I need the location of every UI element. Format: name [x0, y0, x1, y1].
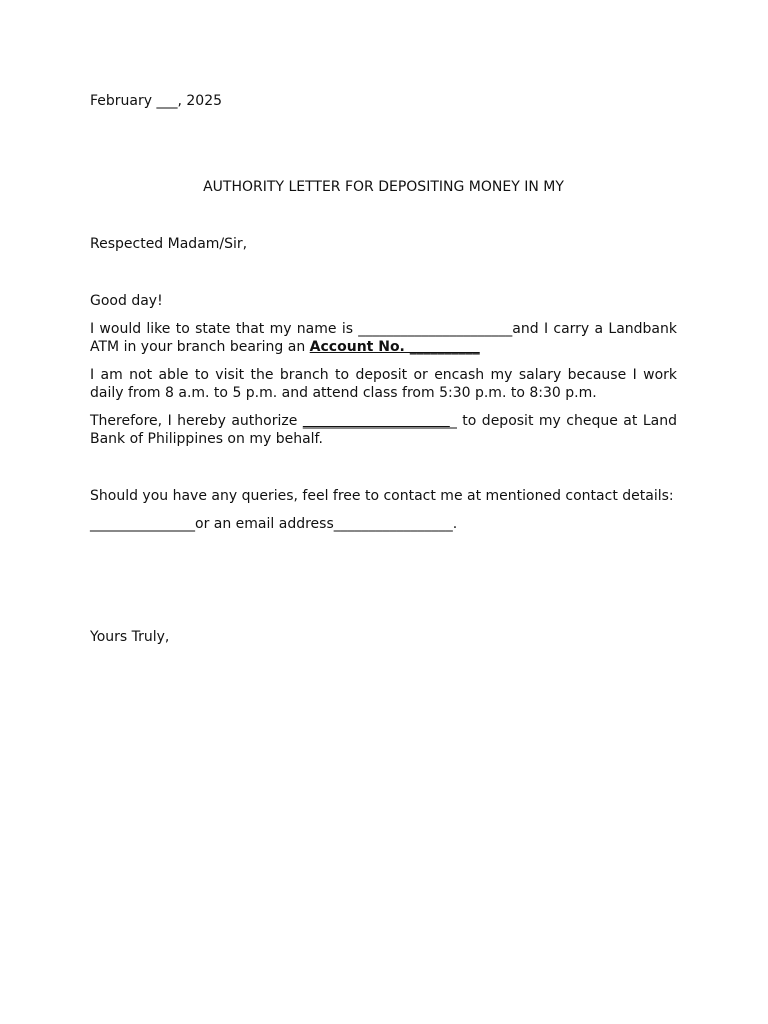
queries-paragraph: Should you have any queries, feel free to contact me at mentioned contact details:	[90, 488, 674, 504]
letter-title: AUTHORITY LETTER FOR DEPOSITING MONEY IN MY	[203, 179, 564, 195]
closing: Yours Truly,	[90, 629, 170, 645]
paragraph-authorization	[90, 412, 677, 448]
account-number-label: Account No. __________	[309, 339, 480, 355]
authorization-text-before: Therefore, I hereby authorize	[90, 413, 303, 429]
authorized-person-blank: _____________________	[302, 413, 450, 429]
paragraph-name-text: I would like to state that my name is ______________________and I carry a Landbank ATM in your branch bearing an	[90, 321, 677, 355]
paragraph-availability: I am not able to visit the branch to deposit or encash my salary because I work daily from 8 a.m. to 5 p.m. and attend class from 5:30 p.m. to 8:30 p.m.	[90, 367, 677, 401]
contact-details-line: _______________or an email address_________________.	[90, 516, 458, 532]
greeting: Good day!	[90, 293, 163, 309]
salutation: Respected Madam/Sir,	[90, 236, 248, 252]
authorization-text-after: _ to deposit my cheque at Land Bank of Philippines on my behalf.	[90, 413, 677, 447]
letter-date: February ___, 2025	[90, 93, 223, 109]
paragraph-name-account	[90, 320, 677, 356]
